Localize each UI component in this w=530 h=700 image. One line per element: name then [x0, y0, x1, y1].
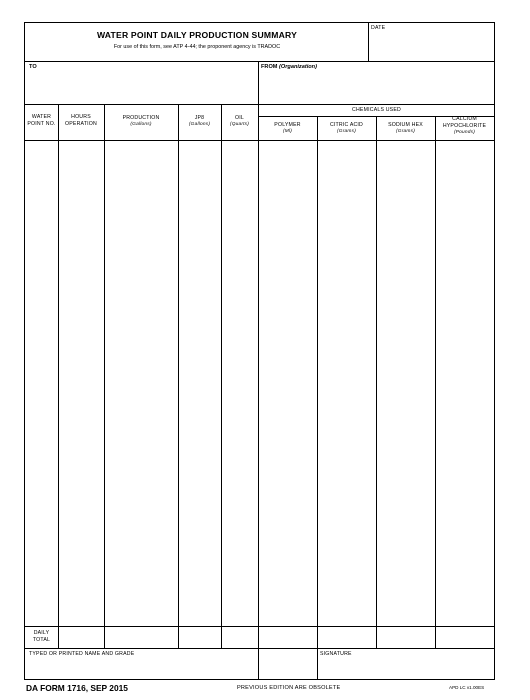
date-divider — [368, 23, 369, 61]
col-oil: OIL (Quarts) — [229, 115, 250, 127]
sodium-hex-entries[interactable] — [377, 142, 434, 624]
col-calcium-hypochlorite: CALCIUM HYPOCHLORITE (Pounds) — [442, 116, 487, 135]
signature-field[interactable] — [320, 659, 490, 677]
col-sodium-hex: SODIUM HEX (Grams) — [388, 122, 423, 134]
form-number: DA FORM 1716, SEP 2015 — [26, 683, 128, 693]
chemicals-used-label: CHEMICALS USED — [352, 107, 401, 113]
jp8-entries[interactable] — [179, 142, 220, 624]
from-field[interactable] — [261, 72, 491, 102]
tofrom-rule — [25, 104, 494, 105]
water-point-form — [24, 22, 495, 680]
col-polymer: POLYMER (Ml) — [274, 122, 301, 134]
hours-entries[interactable] — [59, 142, 103, 624]
typed-name-label: TYPED OR PRINTED NAME AND GRADE — [29, 651, 135, 657]
typed-name-field[interactable] — [29, 659, 314, 677]
production-entries[interactable] — [105, 142, 177, 624]
col-water-point: WATER POINT NO. — [27, 114, 56, 127]
water-point-entries[interactable] — [26, 142, 57, 624]
polymer-entries[interactable] — [259, 142, 316, 624]
col-production: PRODUCTION (Gallons) — [122, 115, 160, 127]
signature-divider — [317, 648, 318, 679]
form-title: WATER POINT DAILY PRODUCTION SUMMARY — [96, 30, 298, 40]
signature-rule — [25, 648, 494, 649]
col-citric-acid: CITRIC ACID (Grams) — [329, 122, 364, 134]
col-hours: HOURS OPERATION — [65, 114, 97, 127]
from-label: FROM (Organization) — [261, 64, 317, 70]
col-jp8: JP8 (Gallons) — [188, 115, 211, 127]
to-label: TO — [29, 64, 37, 70]
citric-acid-entries[interactable] — [318, 142, 375, 624]
date-field[interactable] — [371, 33, 491, 59]
date-label: DATE — [371, 25, 386, 31]
column-header-rule — [25, 140, 494, 141]
previous-edition-note: PREVIOUS EDITION ARE OBSOLETE — [237, 685, 341, 691]
version-label: APD LC v1.00ES — [449, 685, 485, 690]
to-field[interactable] — [29, 72, 254, 102]
header-rule — [25, 61, 494, 62]
form-subtitle: For use of this form, see ATP 4-44; the proponent agency is TRADOC — [113, 44, 281, 50]
daily-total-rule — [25, 626, 494, 627]
calcium-entries[interactable] — [436, 142, 493, 624]
daily-total-label: DAILY TOTAL — [32, 630, 51, 643]
oil-entries[interactable] — [222, 142, 257, 624]
signature-label: SIGNATURE — [320, 651, 352, 657]
